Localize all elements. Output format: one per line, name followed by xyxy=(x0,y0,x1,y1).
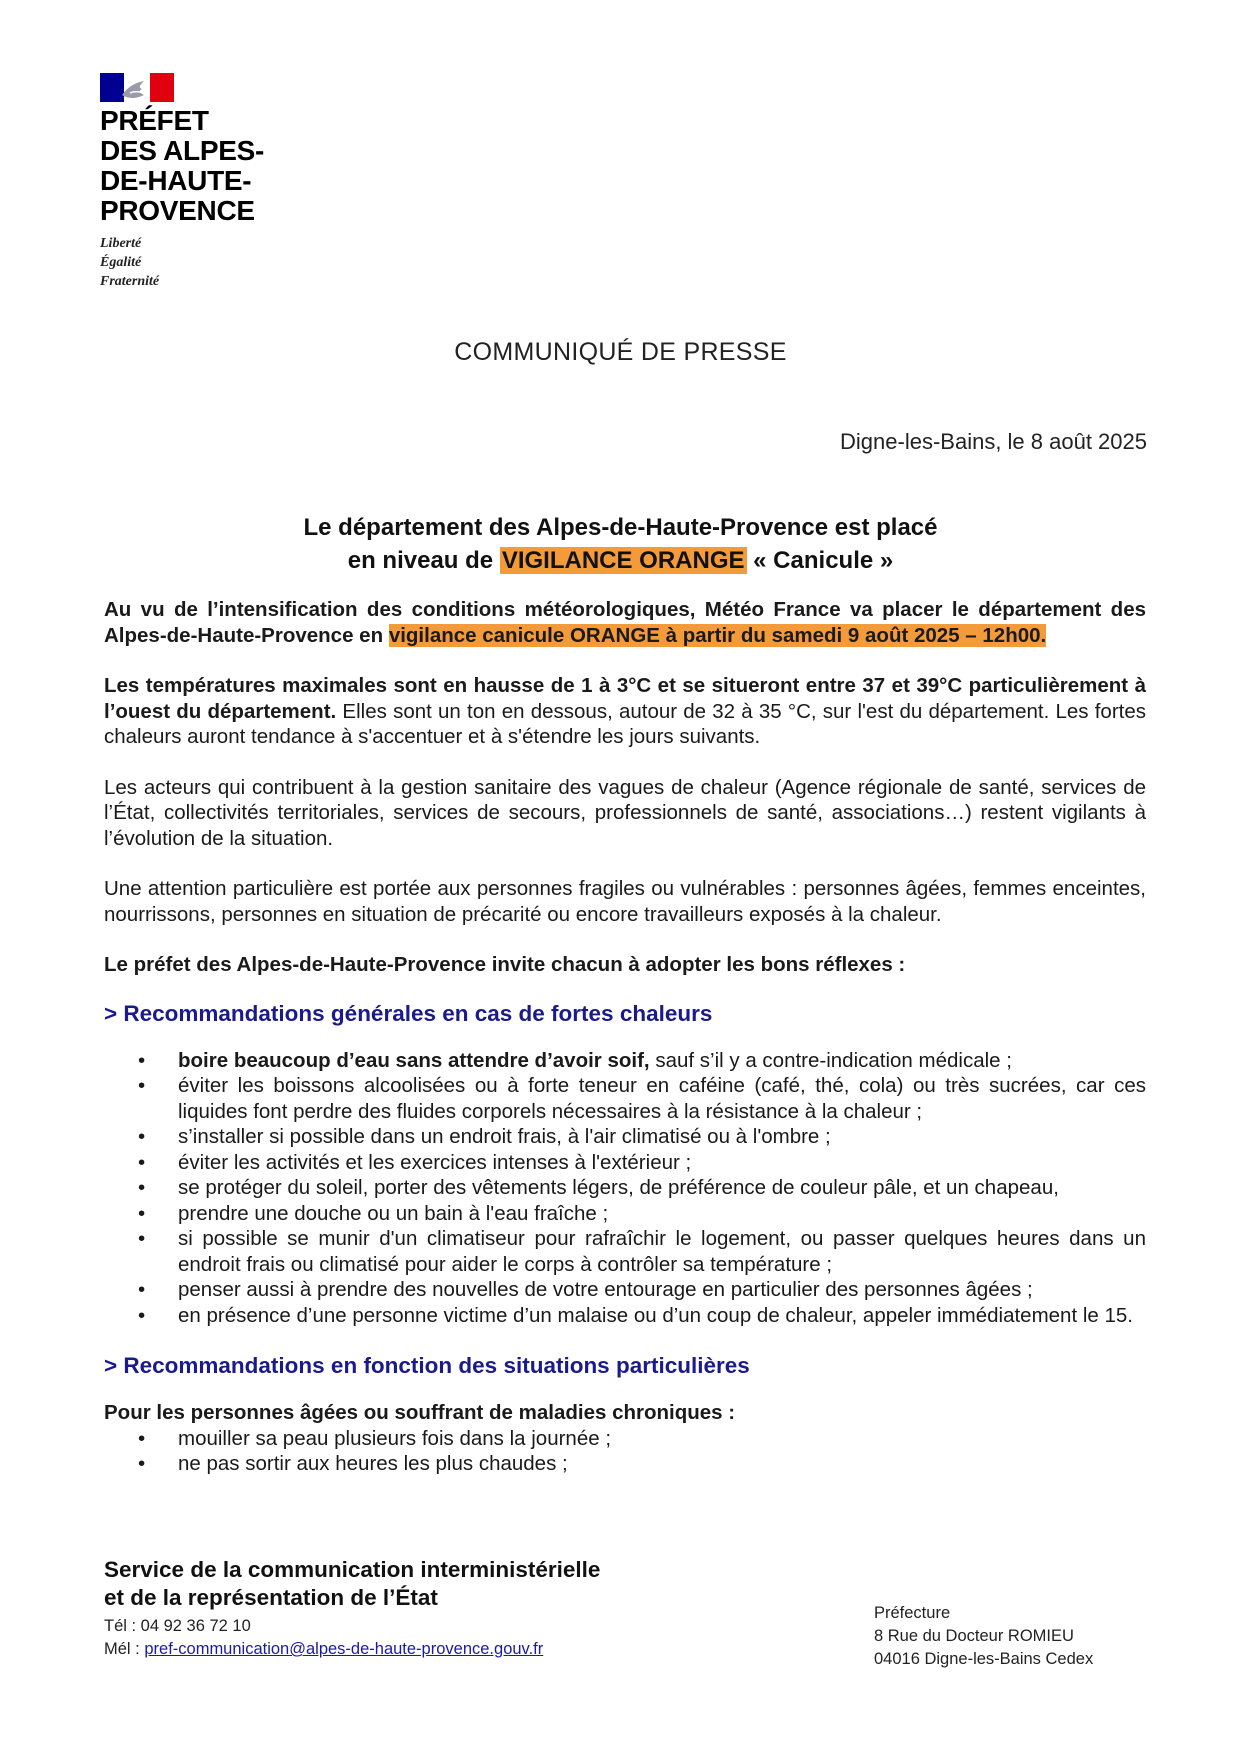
bullet-icon: • xyxy=(138,1452,146,1475)
intro-highlight: vigilance canicule ORANGE à partir du samedi 9 août 2025 – 12h00. xyxy=(388,623,1047,647)
list-item-text: si possible se munir d'un climatiseur pour rafraîchir le logement, ou passer quelques heures dans un endroit frais ou climatisé pour aider le corps à contrôler sa température ; xyxy=(178,1227,1146,1276)
list-item xyxy=(104,1124,1146,1150)
actors-paragraph: Les acteurs qui contribuent à la gestion sanitaire des vagues de chaleur (Agence régionale de santé, services de l’État, collectivités territoriales, services de secours, professionnels de santé, associations…) restent vigilants à l’évolution de la situation. xyxy=(104,775,1146,850)
address-line: 04016 Digne-les-Bains Cedex xyxy=(874,1650,1094,1668)
vigilance-highlight: VIGILANCE ORANGE xyxy=(501,547,745,574)
marianne-flag-icon xyxy=(100,73,174,102)
footer-title-line: Service de la communication interministérielle xyxy=(104,1557,601,1582)
temperatures-paragraph xyxy=(104,673,1146,750)
intro-bold: Au vu de l’intensification des conditions météorologiques, Météo France va placer le département des Alpes-de-Haute-Provence en xyxy=(104,598,1146,647)
list-item-text: éviter les boissons alcoolisées ou à forte teneur en caféine (café, thé, cola) ou très sucrées, car ces liquides font perdre des fluides corporels nécessaires à la résistance à la chaleur ; xyxy=(178,1074,1146,1123)
section-general-title: > Recommandations générales en cas de fortes chaleurs xyxy=(104,1000,713,1026)
footer-phone: Tél : 04 92 36 72 10 xyxy=(104,1617,251,1635)
list-item xyxy=(104,1150,1146,1176)
motto-line: Fraternité xyxy=(100,274,160,289)
list-item xyxy=(104,1426,1146,1452)
list-item-text: mouiller sa peau plusieurs fois dans la journée ; xyxy=(178,1426,612,1450)
specific-recommendations-list xyxy=(104,1426,1146,1477)
intro-paragraph xyxy=(104,597,1146,648)
list-item-text: éviter les activités et les exercices intenses à l'extérieur ; xyxy=(178,1150,692,1174)
list-item-text: s’installer si possible dans un endroit frais, à l'air climatisé ou à l'ombre ; xyxy=(178,1125,831,1148)
section-specific-title: > Recommandations en fonction des situations particulières xyxy=(104,1353,750,1378)
list-item xyxy=(104,1175,1146,1201)
list-item-text: ne pas sortir aux heures les plus chaudes ; xyxy=(178,1452,568,1475)
headline-line-2 xyxy=(0,544,1241,577)
section-specific-subtitle: Pour les personnes âgées ou souffrant de maladies chroniques : xyxy=(104,1401,736,1424)
prefet-line: DES ALPES- xyxy=(100,135,264,166)
bullet-icon: • xyxy=(138,1227,146,1250)
bullet-icon: • xyxy=(138,1278,146,1301)
address-line: 8 Rue du Docteur ROMIEU xyxy=(874,1627,1074,1645)
attention-paragraph: Une attention particulière est portée aux personnes fragiles ou vulnérables : personnes âgées, femmes enceintes, nourrissons, personnes en situation de précarité ou encore travailleurs exposés à la chaleur. xyxy=(104,877,1146,926)
bullet-icon: • xyxy=(138,1426,146,1450)
headline-line-1: Le département des Alpes-de-Haute-Provence est placé xyxy=(303,514,938,541)
bullet-icon: • xyxy=(138,1150,146,1174)
document-type: COMMUNIQUÉ DE PRESSE xyxy=(454,338,787,366)
document-date: Digne-les-Bains, le 8 août 2025 xyxy=(840,429,1147,454)
list-item xyxy=(104,1201,1146,1227)
bullet-icon: • xyxy=(138,1201,146,1225)
footer-email-link[interactable]: pref-communication@alpes-de-haute-provence.gouv.fr xyxy=(144,1640,544,1658)
list-item-text: prendre une douche ou un bain à l'eau fraîche ; xyxy=(178,1201,609,1225)
list-item xyxy=(104,1451,1146,1477)
address-line: Préfecture xyxy=(874,1604,951,1622)
footer xyxy=(104,1556,1146,1668)
republic-motto xyxy=(100,234,340,291)
footer-title-line: et de la représentation de l’État xyxy=(104,1585,438,1610)
temperatures-bold: Les températures maximales sont en hausse de 1 à 3°C et se situeront entre 37 et 39°C particulièrement à l’ouest du département. xyxy=(104,674,1146,723)
motto-line: Liberté xyxy=(100,236,142,251)
bullet-icon: • xyxy=(138,1176,146,1199)
list-item xyxy=(104,1073,1146,1124)
headline-prefix: en niveau de xyxy=(347,547,500,574)
list-item xyxy=(104,1277,1146,1303)
bullet-icon: • xyxy=(138,1303,146,1327)
prefet-title xyxy=(100,106,340,226)
bullet-icon: • xyxy=(138,1125,146,1148)
bullet-icon: • xyxy=(138,1074,146,1097)
temperatures-text: Elles sont un ton en dessous, autour de 32 à 35 °C, sur l'est du département. Les fortes chaleurs auront tendance à s'accentuer et à s'étendre les jours suivants. xyxy=(104,699,1146,748)
prefet-line: PROVENCE xyxy=(100,195,255,226)
general-recommendations-list xyxy=(104,1048,1146,1329)
list-item xyxy=(104,1303,1146,1329)
list-item-text: en présence d’une personne victime d’un malaise ou d’un coup de chaleur, appeler immédiatement le 15. xyxy=(178,1303,1133,1327)
press-body xyxy=(104,597,1146,1477)
headline-suffix: « Canicule » xyxy=(746,547,894,574)
list-item-bold: boire beaucoup d’eau sans attendre d’avoir soif, xyxy=(178,1048,650,1072)
invite-paragraph: Le préfet des Alpes-de-Haute-Provence invite chacun à adopter les bons réflexes : xyxy=(104,953,906,976)
motto-line: Égalité xyxy=(100,255,142,270)
headline xyxy=(0,511,1241,577)
footer-email-label: Mél : xyxy=(104,1640,145,1658)
prefecture-logo xyxy=(100,73,340,291)
list-item xyxy=(104,1048,1146,1074)
list-item xyxy=(104,1226,1146,1277)
list-item-text: penser aussi à prendre des nouvelles de votre entourage en particulier des personnes âgées ; xyxy=(178,1278,1033,1301)
list-item-text: sauf s’il y a contre-indication médicale ; xyxy=(649,1048,1012,1072)
prefet-line: DE-HAUTE- xyxy=(100,165,252,196)
bullet-icon: • xyxy=(138,1048,146,1072)
prefet-line: PRÉFET xyxy=(100,105,209,136)
list-item-text: se protéger du soleil, porter des vêtements légers, de préférence de couleur pâle, et un chapeau, xyxy=(178,1176,1059,1199)
footer-address xyxy=(874,1602,1093,1671)
